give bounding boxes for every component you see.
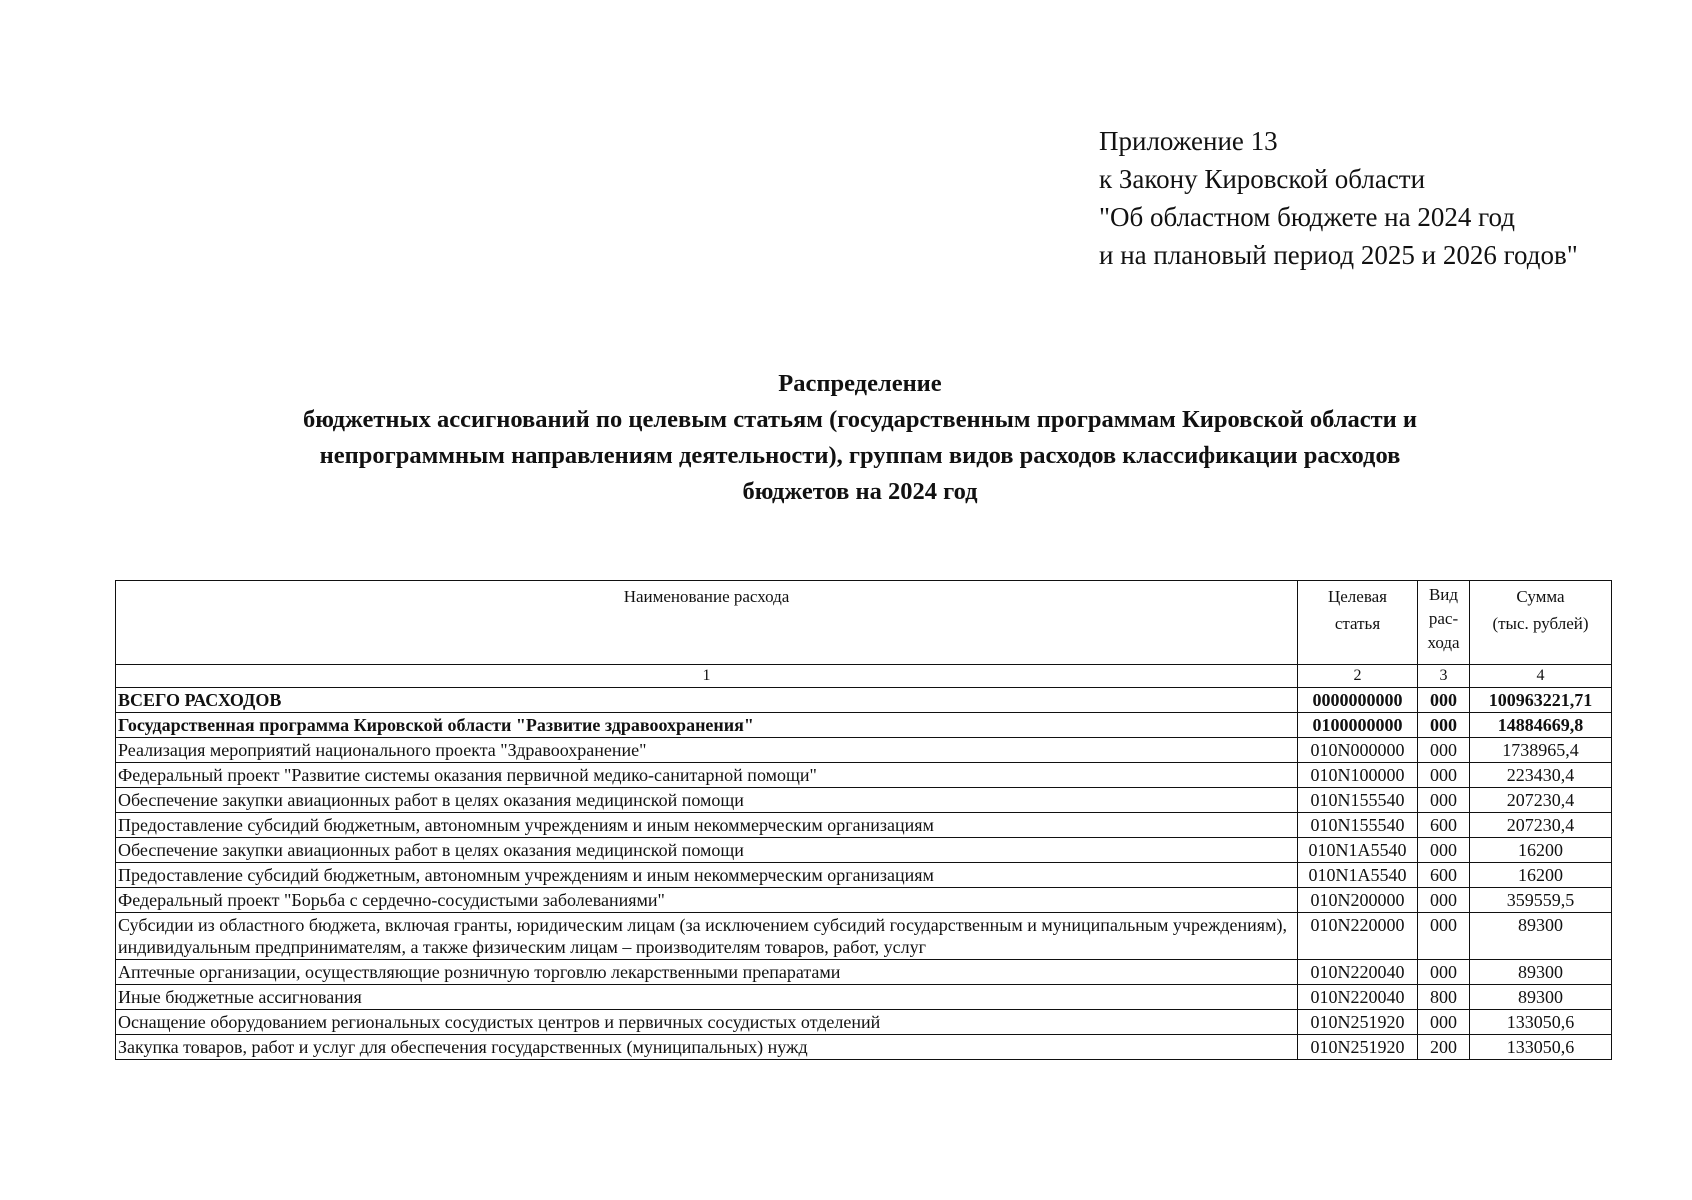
title-line-3: непрограммным направлениям деятельности), группам видов расходов классификации расходов [319, 442, 1401, 469]
column-number: 4 [1470, 665, 1612, 688]
table-row [116, 813, 1612, 838]
table-row [116, 863, 1612, 888]
expense-kind-cell: 000 [1418, 738, 1470, 763]
amount-cell: 223430,4 [1470, 763, 1612, 788]
appendix-number: Приложение 13 [1099, 126, 1278, 156]
target-article-cell: 0000000000 [1298, 688, 1418, 713]
expense-kind-cell: 000 [1418, 913, 1470, 960]
table-row [116, 738, 1612, 763]
amount-cell: 89300 [1470, 913, 1612, 960]
amount-cell: 89300 [1470, 985, 1612, 1010]
header-sum-line-1: Сумма [1516, 587, 1565, 606]
amount-cell: 100963221,71 [1470, 688, 1612, 713]
expense-name-cell: Обеспечение закупки авиационных работ в целях оказания медицинской помощи [116, 838, 1298, 863]
header-sum-line-2: (тыс. рублей) [1492, 614, 1589, 633]
table-row [116, 788, 1612, 813]
budget-table [115, 580, 1612, 1060]
amount-cell: 359559,5 [1470, 888, 1612, 913]
appendix-law-title: "Об областном бюджете на 2024 год [1099, 202, 1515, 232]
expense-name-cell: Предоставление субсидий бюджетным, автономным учреждениям и иным некоммерческим организациям [116, 863, 1298, 888]
expense-name-cell: Закупка товаров, работ и услуг для обеспечения государственных (муниципальных) нужд [116, 1035, 1298, 1060]
expense-name-cell: Субсидии из областного бюджета, включая гранты, юридическим лицам (за исключением субсидий государственным и муниципальным учреждениям), индивидуальным предпринимателям, а также физическим лицам – производителям товаров, работ, услуг [116, 913, 1298, 960]
target-article-cell: 010N251920 [1298, 1010, 1418, 1035]
target-article-cell: 010N220000 [1298, 913, 1418, 960]
header-name [116, 581, 1298, 665]
amount-cell: 1738965,4 [1470, 738, 1612, 763]
amount-cell: 207230,4 [1470, 813, 1612, 838]
amount-cell: 16200 [1470, 838, 1612, 863]
amount-cell: 89300 [1470, 960, 1612, 985]
title-line-2: бюджетных ассигнований по целевым статьям (государственным программам Кировской области и [303, 406, 1417, 433]
header-kind-line-3: хода [1427, 633, 1460, 652]
target-article-cell: 010N1A5540 [1298, 863, 1418, 888]
expense-name-cell: Реализация мероприятий национального проекта "Здравоохранение" [116, 738, 1298, 763]
expense-kind-cell: 600 [1418, 863, 1470, 888]
expense-name-cell: Обеспечение закупки авиационных работ в целях оказания медицинской помощи [116, 788, 1298, 813]
amount-cell: 133050,6 [1470, 1035, 1612, 1060]
expense-name-cell: Государственная программа Кировской области "Развитие здравоохранения" [116, 713, 1298, 738]
column-number: 1 [116, 665, 1298, 688]
expense-kind-cell: 000 [1418, 888, 1470, 913]
table-row [116, 985, 1612, 1010]
appendix-law-period: и на плановый период 2025 и 2026 годов" [1099, 240, 1578, 270]
expense-kind-cell: 200 [1418, 1035, 1470, 1060]
table-row [116, 960, 1612, 985]
column-number: 3 [1418, 665, 1470, 688]
header-code-line-2: статья [1334, 614, 1381, 633]
table-row [116, 688, 1612, 713]
expense-kind-cell: 000 [1418, 1010, 1470, 1035]
table-body [116, 688, 1612, 1060]
header-target-article [1298, 581, 1418, 665]
expense-kind-cell: 000 [1418, 960, 1470, 985]
header-code-line-1: Целевая [1327, 587, 1388, 606]
header-sum [1470, 581, 1612, 665]
header-kind-line-1: Вид [1428, 585, 1459, 604]
target-article-cell: 010N220040 [1298, 985, 1418, 1010]
expense-kind-cell: 000 [1418, 763, 1470, 788]
table-row [116, 1035, 1612, 1060]
expense-kind-cell: 000 [1418, 788, 1470, 813]
appendix-reference [1099, 122, 1578, 274]
table-header-row [116, 581, 1612, 665]
target-article-cell: 0100000000 [1298, 713, 1418, 738]
amount-cell: 14884669,8 [1470, 713, 1612, 738]
target-article-cell: 010N200000 [1298, 888, 1418, 913]
amount-cell: 133050,6 [1470, 1010, 1612, 1035]
expense-kind-cell: 800 [1418, 985, 1470, 1010]
amount-cell: 207230,4 [1470, 788, 1612, 813]
header-name-label: Наименование расхода [623, 587, 790, 606]
target-article-cell: 010N000000 [1298, 738, 1418, 763]
table-row [116, 763, 1612, 788]
expense-kind-cell: 000 [1418, 713, 1470, 738]
expense-kind-cell: 600 [1418, 813, 1470, 838]
target-article-cell: 010N251920 [1298, 1035, 1418, 1060]
table-row [116, 913, 1612, 960]
target-article-cell: 010N220040 [1298, 960, 1418, 985]
table-row [116, 713, 1612, 738]
expense-name-cell: ВСЕГО РАСХОДОВ [116, 688, 1298, 713]
title-line-4: бюджетов на 2024 год [742, 478, 978, 505]
table-row [116, 838, 1612, 863]
document-title [150, 366, 1570, 510]
expense-name-cell: Оснащение оборудованием региональных сосудистых центров и первичных сосудистых отделений [116, 1010, 1298, 1035]
column-number: 2 [1298, 665, 1418, 688]
expense-kind-cell: 000 [1418, 688, 1470, 713]
title-line-1: Распределение [778, 370, 942, 397]
expense-kind-cell: 000 [1418, 838, 1470, 863]
appendix-law: к Закону Кировской области [1099, 164, 1426, 194]
target-article-cell: 010N155540 [1298, 788, 1418, 813]
target-article-cell: 010N155540 [1298, 813, 1418, 838]
table-row [116, 1010, 1612, 1035]
expense-name-cell: Предоставление субсидий бюджетным, автономным учреждениям и иным некоммерческим организациям [116, 813, 1298, 838]
amount-cell: 16200 [1470, 863, 1612, 888]
target-article-cell: 010N1A5540 [1298, 838, 1418, 863]
expense-name-cell: Федеральный проект "Борьба с сердечно-сосудистыми заболеваниями" [116, 888, 1298, 913]
expense-name-cell: Аптечные организации, осуществляющие розничную торговлю лекарственными препаратами [116, 960, 1298, 985]
header-expense-kind [1418, 581, 1470, 665]
expense-name-cell: Иные бюджетные ассигнования [116, 985, 1298, 1010]
table-row [116, 888, 1612, 913]
header-kind-line-2: рас- [1428, 609, 1459, 628]
target-article-cell: 010N100000 [1298, 763, 1418, 788]
column-number-row [116, 665, 1612, 688]
expense-name-cell: Федеральный проект "Развитие системы оказания первичной медико-санитарной помощи" [116, 763, 1298, 788]
